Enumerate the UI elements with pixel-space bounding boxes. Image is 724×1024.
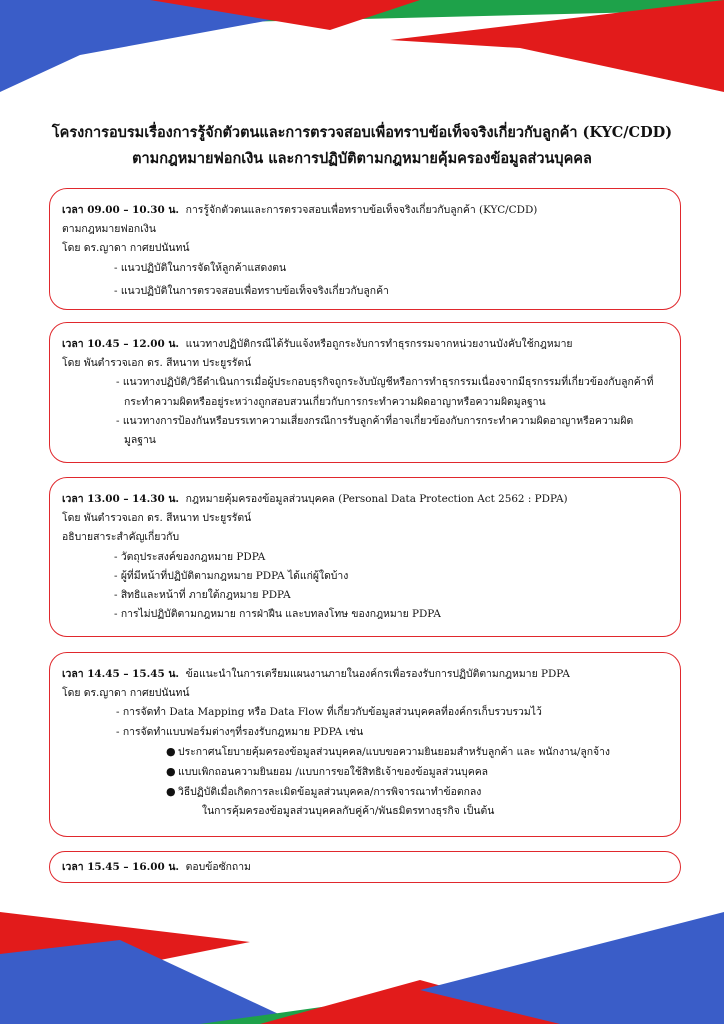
list-item: - สิทธิและหน้าที่ ภายใต้กฎหมาย PDPA [114, 589, 291, 602]
bullet-icon: ● [166, 785, 176, 799]
session-time: เวลา 14.45 – 15.45 น. [62, 668, 180, 680]
list-item: - ผู้ที่มีหน้าที่ปฏิบัติตามกฎหมาย PDPA ได้แก่ผู้ใดบ้าง [114, 569, 349, 582]
sub-list-item: แบบเพิกถอนความยินยอม /แบบการขอใช้สิทธิเจ้าของข้อมูลส่วนบุคคล [178, 766, 489, 779]
bullet-icon: ● [166, 765, 176, 779]
session-box-3 [49, 477, 681, 637]
session-topic: ตอบข้อซักถาม [185, 861, 251, 873]
session-time: เวลา 10.45 – 12.00 น. [62, 338, 180, 350]
list-item: - แนวทางปฏิบัติ/วิธีดำเนินการเมื่อผู้ประกอบธุรกิจถูกระงับบัญชีหรือการทำธุรกรรมเนื่องจากมีธุรกรรมที่เกี่ยวข้องกับลูกค้าที่กระทำความผิดหรืออยู่ระหว่างถูกสอบสวนเกี่ยวกับการกระทำความผิดอาญาหรือความผิดมูลฐาน [116, 376, 654, 408]
session-topic: กฎหมายคุ้มครองข้อมูลส่วนบุคคล (Personal Data Protection Act 2562 : PDPA) [185, 493, 568, 505]
session-time: เวลา 15.45 – 16.00 น. [62, 861, 180, 873]
session-speaker: โดย ดร.ญาดา กาศยปนันทน์ [62, 687, 190, 700]
list-item: - การจัดทำ Data Mapping หรือ Data Flow ที่เกี่ยวกับข้อมูลส่วนบุคคลที่องค์กรเก็บรวบรวมไว้ [116, 706, 542, 719]
sub-list-item-continued: ในการคุ้มครองข้อมูลส่วนบุคคลกับคู่ค้า/พันธมิตรทางธุรกิจ เป็นต้น [202, 805, 495, 818]
bullet-icon: ● [166, 744, 176, 758]
bottom-decorative-banner [0, 912, 724, 1024]
sub-list-item: ประกาศนโยบายคุ้มครองข้อมูลส่วนบุคคล/แบบขอความยินยอมสำหรับลูกค้า และ พนักงาน/ลูกจ้าง [178, 745, 610, 758]
session-topic: ข้อแนะนำในการเตรียมแผนงานภายในองค์กรเพื่อรองรับการปฏิบัติตามกฎหมาย PDPA [185, 668, 570, 680]
session-box-4 [49, 652, 681, 837]
list-item: - การไม่ปฏิบัติตามกฎหมาย การฝ่าฝืน และบทลงโทษ ของกฎหมาย PDPA [114, 608, 441, 621]
title-line-2: ตามกฎหมายฟอกเงิน และการปฏิบัติตามกฎหมายคุ้มครองข้อมูลส่วนบุคคล [132, 150, 592, 167]
sub-list-item: วิธีปฏิบัติเมื่อเกิดการละเมิดข้อมูลส่วนบุคคล/การพิจารณาทำข้อตกลง [178, 786, 482, 799]
list-item: - แนวปฏิบัติในการจัดให้ลูกค้าแสดงตน [114, 261, 287, 274]
session-box-1 [49, 188, 681, 310]
session-time: เวลา 13.00 – 14.30 น. [62, 493, 180, 505]
session-topic: การรู้จักตัวตนและการตรวจสอบเพื่อทราบข้อเท็จจริงเกี่ยวกับลูกค้า (KYC/CDD) [185, 204, 538, 216]
top-decorative-banner [0, 0, 724, 100]
session-speaker: โดย พันตำรวจเอก ดร. สีหนาท ประยูรรัตน์ [62, 512, 252, 525]
document-title [20, 120, 704, 172]
session-box-2 [49, 322, 681, 463]
session-speaker: โดย พันตำรวจเอก ดร. สีหนาท ประยูรรัตน์ [62, 357, 252, 370]
title-line-1: โครงการอบรมเรื่องการรู้จักตัวตนและการตรวจสอบเพื่อทราบข้อเท็จจริงเกี่ยวกับลูกค้า (KYC/CDD) [51, 124, 673, 141]
session-speaker: โดย ดร.ญาดา กาศยปนันทน์ [62, 242, 190, 255]
list-item: - แนวปฏิบัติในการตรวจสอบเพื่อทราบข้อเท็จจริงเกี่ยวกับลูกค้า [114, 284, 389, 297]
session-time: เวลา 09.00 – 10.30 น. [62, 204, 180, 216]
list-item: - แนวทางการป้องกันหรือบรรเทาความเสี่ยงกรณีการรับลูกค้าที่อาจเกี่ยวข้องกับการกระทำความผิดอาญาหรือความผิดมูลฐาน [116, 414, 634, 447]
list-item: - วัตถุประสงค์ของกฎหมาย PDPA [114, 550, 266, 563]
session-box-5 [49, 851, 681, 883]
session-topic: แนวทางปฏิบัติกรณีได้รับแจ้งหรือถูกระงับการทำธุรกรรมจากหน่วยงานบังคับใช้กฎหมาย [185, 338, 573, 350]
session-topic-continued: ตามกฎหมายฟอกเงิน [62, 223, 156, 236]
list-item: - การจัดทำแบบฟอร์มต่างๆที่รองรับกฎหมาย PDPA เช่น [116, 725, 364, 738]
session-intro: อธิบายสาระสำคัญเกี่ยวกับ [62, 531, 180, 544]
